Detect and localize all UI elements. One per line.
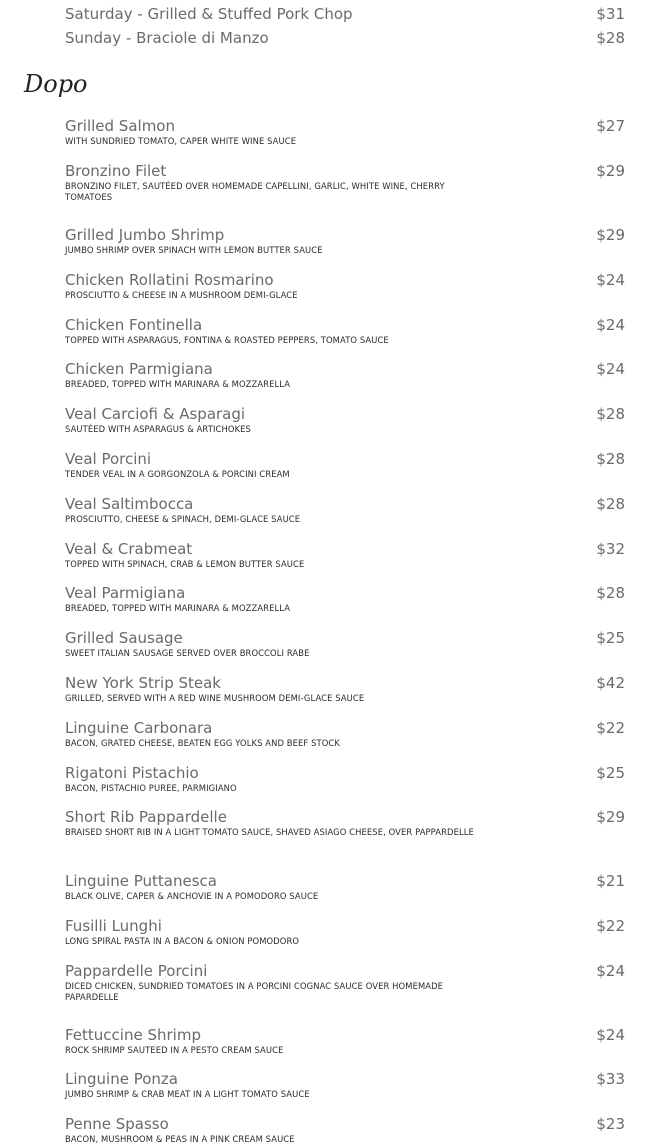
menu-item-description: PROSCIUTTO & CHEESE IN A MUSHROOM DEMI-GLACE <box>65 290 298 300</box>
special-item-price: $28 <box>596 29 625 47</box>
menu-item-name: Rigatoni Pistachio <box>65 764 199 782</box>
menu-item-name: Penne Spasso <box>65 1115 169 1133</box>
menu-item-price: $22 <box>596 719 625 737</box>
menu-item-price: $28 <box>596 495 625 513</box>
menu-item-price: $29 <box>596 162 625 180</box>
special-item-price: $31 <box>596 5 625 23</box>
menu-item-description: TOPPED WITH ASPARAGUS, FONTINA & ROASTED PEPPERS, TOMATO SAUCE <box>65 335 389 345</box>
menu-item-name: Bronzino Filet <box>65 162 167 180</box>
menu-item-name: New York Strip Steak <box>65 674 221 692</box>
menu-item-description: BRAISED SHORT RIB IN A LIGHT TOMATO SAUCE, SHAVED ASIAGO CHEESE, OVER PAPPARDELLE <box>65 827 474 837</box>
menu-item-price: $29 <box>596 808 625 826</box>
menu-item-price: $24 <box>596 962 625 980</box>
menu-item-description: BACON, GRATED CHEESE, BEATEN EGG YOLKS AND BEEF STOCK <box>65 738 340 748</box>
menu-item-price: $42 <box>596 674 625 692</box>
menu-item-description: BLACK OLIVE, CAPER & ANCHOVIE IN A POMODORO SAUCE <box>65 891 319 901</box>
menu-item-description: PROSCIUTTO, CHEESE & SPINACH, DEMI-GLACE SAUCE <box>65 514 301 524</box>
menu-item-price: $28 <box>596 584 625 602</box>
menu-item-description: TOPPED WITH SPINACH, CRAB & LEMON BUTTER SAUCE <box>65 559 305 569</box>
menu-item-name: Grilled Salmon <box>65 117 175 135</box>
menu-item-name: Grilled Sausage <box>65 629 183 647</box>
menu-item-price: $28 <box>596 405 625 423</box>
menu-item-name: Veal Carciofi & Asparagi <box>65 405 246 423</box>
special-item-name: Saturday - Grilled & Stuffed Pork Chop <box>65 5 353 23</box>
menu-item-name: Pappardelle Porcini <box>65 962 208 980</box>
menu-item-description: DICED CHICKEN, SUNDRIED TOMATOES IN A PORCINI COGNAC SAUCE OVER HOMEMADE PAPARDELLE <box>65 981 444 1002</box>
menu-item-description: TENDER VEAL IN A GORGONZOLA & PORCINI CREAM <box>65 469 290 479</box>
menu-item-name: Short Rib Pappardelle <box>65 808 227 826</box>
menu-item-description: SWEET ITALIAN SAUSAGE SERVED OVER BROCCOLI RABE <box>65 648 310 658</box>
menu-item-description: BACON, PISTACHIO PUREE, PARMIGIANO <box>65 783 237 793</box>
menu-item-description: WITH SUNDRIED TOMATO, CAPER WHITE WINE SAUCE <box>65 136 297 146</box>
special-item <box>65 3 625 25</box>
menu-item-description: JUMBO SHRIMP OVER SPINACH WITH LEMON BUTTER SAUCE <box>65 245 323 255</box>
menu-item-name: Veal Saltimbocca <box>65 495 194 513</box>
menu-item-name: Chicken Parmigiana <box>65 360 213 378</box>
menu-item-description: LONG SPIRAL PASTA IN A BACON & ONION POMODORO <box>65 936 300 946</box>
menu-item-description: BREADED, TOPPED WITH MARINARA & MOZZARELLA <box>65 603 291 613</box>
menu-item-description: ROCK SHRIMP SAUTEED IN A PESTO CREAM SAUCE <box>65 1045 284 1055</box>
menu-item-name: Chicken Rollatini Rosmarino <box>65 271 274 289</box>
menu-item-price: $29 <box>596 226 625 244</box>
menu-item-price: $23 <box>596 1115 625 1133</box>
menu-item-name: Veal Porcini <box>65 450 152 468</box>
menu-item-price: $25 <box>596 764 625 782</box>
menu-item-name: Linguine Puttanesca <box>65 872 217 890</box>
menu-item-price: $22 <box>596 917 625 935</box>
special-item-name: Sunday - Braciole di Manzo <box>65 29 269 47</box>
menu-item-description: GRILLED, SERVED WITH A RED WINE MUSHROOM DEMI-GLACE SAUCE <box>65 693 365 703</box>
menu-item-description: SAUTÉED WITH ASPARAGUS & ARTICHOKES <box>65 424 251 434</box>
menu-item-description: BREADED, TOPPED WITH MARINARA & MOZZARELLA <box>65 379 291 389</box>
special-item <box>65 27 625 49</box>
menu-item-name: Chicken Fontinella <box>65 316 203 334</box>
menu-item-description: JUMBO SHRIMP & CRAB MEAT IN A LIGHT TOMATO SAUCE <box>65 1089 310 1099</box>
menu-item-price: $32 <box>596 540 625 558</box>
menu-item-name: Veal Parmigiana <box>65 584 186 602</box>
menu-item-name: Fettuccine Shrimp <box>65 1026 201 1044</box>
menu-item-price: $24 <box>596 316 625 334</box>
menu-item-price: $24 <box>596 271 625 289</box>
menu-item-description: BRONZINO FILET, SAUTÉED OVER HOMEMADE CAPELLINI, GARLIC, WHITE WINE, CHERRY TOMATOES <box>65 181 445 202</box>
menu-item-name: Veal & Crabmeat <box>65 540 193 558</box>
section-title: Dopo <box>24 70 88 98</box>
menu-item-price: $25 <box>596 629 625 647</box>
menu-item-name: Grilled Jumbo Shrimp <box>65 226 225 244</box>
menu-item-price: $21 <box>596 872 625 890</box>
menu-item-description: BACON, MUSHROOM & PEAS IN A PINK CREAM SAUCE <box>65 1134 295 1144</box>
menu-item-name: Fusilli Lunghi <box>65 917 162 935</box>
menu-item-price: $28 <box>596 450 625 468</box>
menu-item-name: Linguine Carbonara <box>65 719 213 737</box>
menu-item-price: $24 <box>596 360 625 378</box>
menu-item-name: Linguine Ponza <box>65 1070 178 1088</box>
menu-item-price: $27 <box>596 117 625 135</box>
menu-item-price: $24 <box>596 1026 625 1044</box>
menu-item-price: $33 <box>596 1070 625 1088</box>
